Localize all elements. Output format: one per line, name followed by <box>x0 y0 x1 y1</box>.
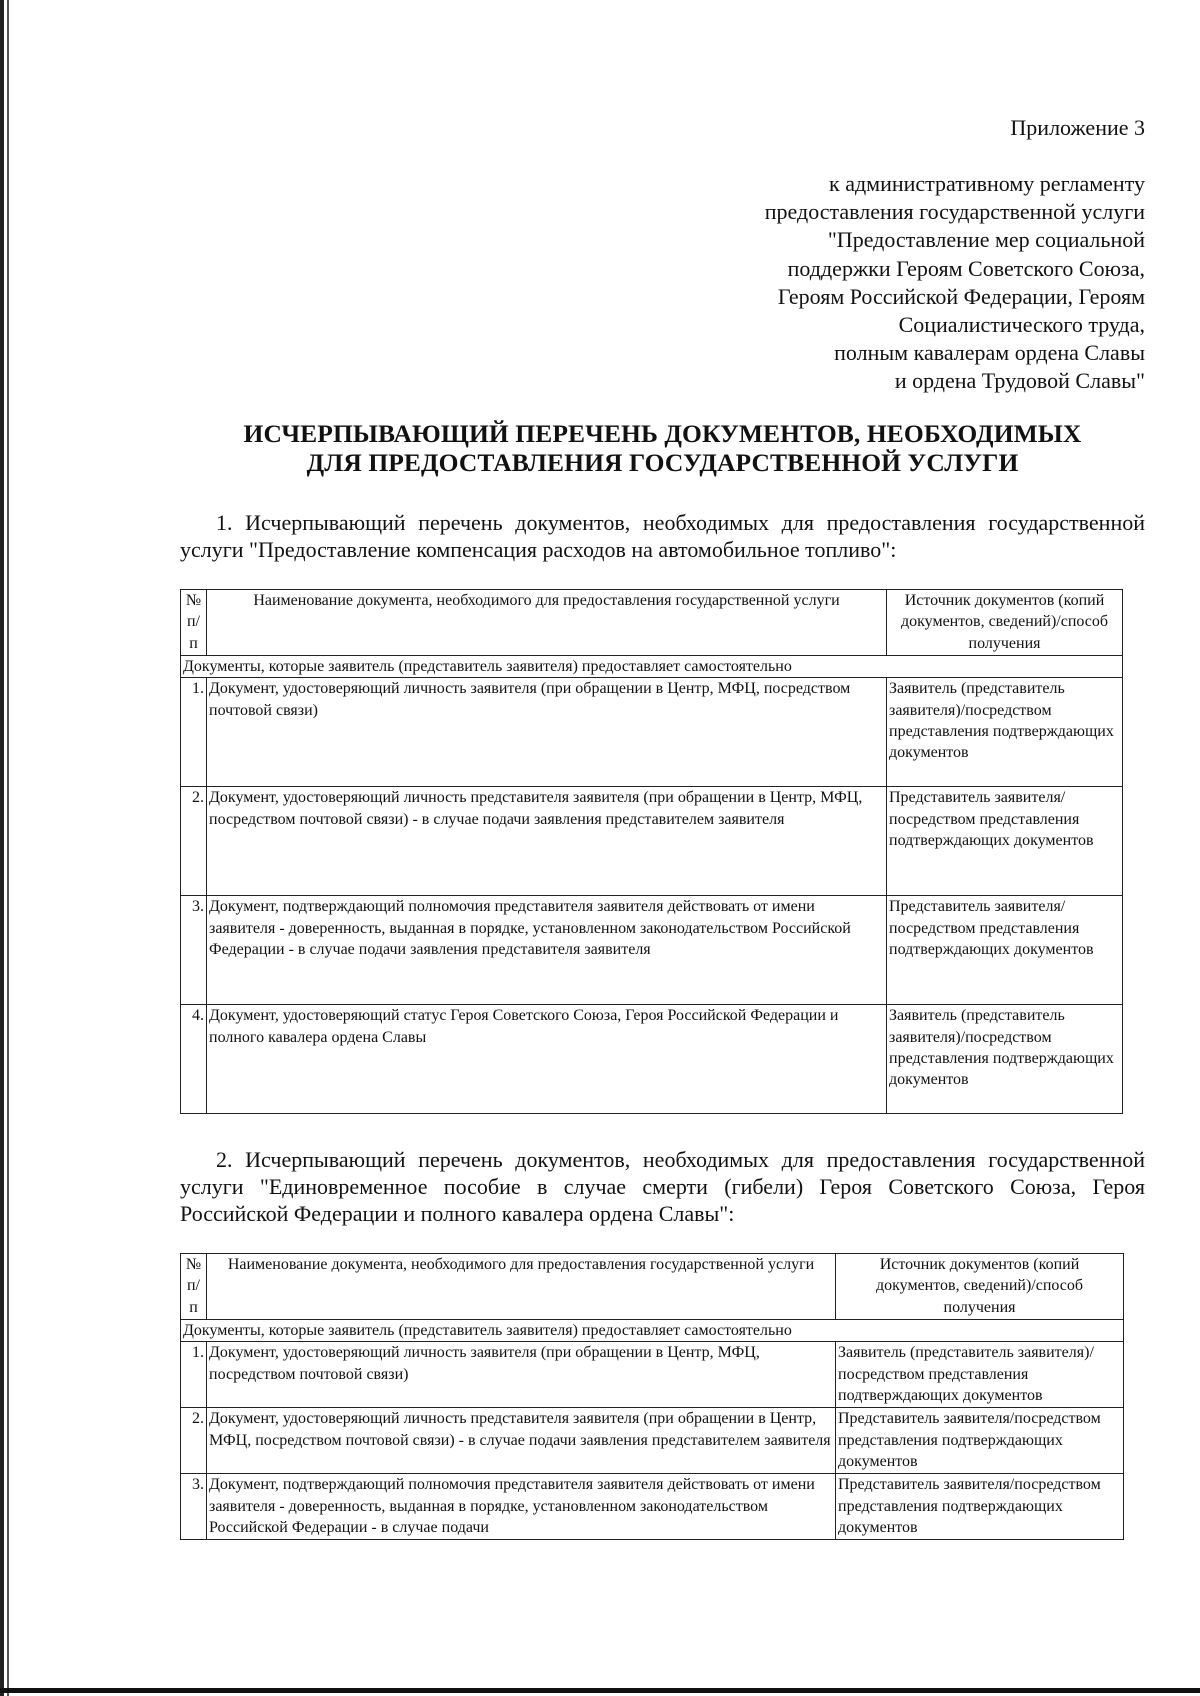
row-source: Представитель заявителя/посредством представления подтверждающих документов <box>836 1474 1124 1540</box>
regulation-reference <box>585 170 1145 396</box>
table-section-row <box>181 1320 1124 1342</box>
section-row-label: Документы, которые заявитель (представитель заявителя) предоставляет самостоятельно <box>181 656 1123 678</box>
regulation-ref-line: Героям Российской Федерации, Героям <box>777 283 1145 309</box>
table-row <box>181 896 1123 1005</box>
row-document-name: Документ, подтверждающий полномочия представителя заявителя действовать от имени заявителя - доверенность, выданная в порядке, установленном законодательством Российской Федерации - в случае подачи <box>207 1474 836 1540</box>
row-source: Представитель заявителя/посредством представления подтверждающих документов <box>887 787 1123 896</box>
header-document-name: Наименование документа, необходимого для предоставления государственной услуги <box>207 1254 836 1320</box>
regulation-ref-line: Социалистического труда, <box>898 312 1145 338</box>
section-row-label: Документы, которые заявитель (представитель заявителя) предоставляет самостоятельно <box>181 1320 1124 1342</box>
row-num: 2. <box>181 787 207 896</box>
header-num: № п/п <box>181 590 207 656</box>
scan-edge-left-inner <box>7 0 9 1696</box>
table-header-row <box>181 590 1123 656</box>
documents-table-1 <box>180 589 1123 1114</box>
table-row <box>181 1408 1124 1474</box>
scan-edge-left <box>0 0 4 1696</box>
section-1-intro: 1. Исчерпывающий перечень документов, необходимых для предоставления государственной услуги "Предоставление компенсация расходов на автомобильное топливо": <box>180 510 1145 562</box>
table-row <box>181 1005 1123 1114</box>
row-source: Представитель заявителя/посредством представления подтверждающих документов <box>836 1408 1124 1474</box>
header-source: Источник документов (копий документов, сведений)/способ получения <box>836 1254 1124 1320</box>
regulation-ref-line: предоставления государственной услуги <box>764 199 1145 225</box>
title-line: ДЛЯ ПРЕДОСТАВЛЕНИЯ ГОСУДАРСТВЕННОЙ УСЛУГИ <box>306 448 1019 477</box>
row-num: 1. <box>181 1342 207 1408</box>
row-document-name: Документ, удостоверяющий статус Героя Советского Союза, Героя Российской Федерации и полного кавалера ордена Славы <box>207 1005 887 1114</box>
header-source: Источник документов (копий документов, сведений)/способ получения <box>887 590 1123 656</box>
row-document-name: Документ, удостоверяющий личность заявителя (при обращении в Центр, МФЦ, посредством почтовой связи) <box>207 678 887 787</box>
row-num: 2. <box>181 1408 207 1474</box>
regulation-ref-line: поддержки Героям Советского Союза, <box>787 255 1145 281</box>
row-document-name: Документ, удостоверяющий личность заявителя (при обращении в Центр, МФЦ, посредством почтовой связи) <box>207 1342 836 1408</box>
regulation-ref-line: "Предоставление мер социальной <box>827 227 1145 253</box>
row-source: Заявитель (представитель заявителя)/посредством представления подтверждающих документов <box>887 1005 1123 1114</box>
title-line: ИСЧЕРПЫВАЮЩИЙ ПЕРЕЧЕНЬ ДОКУМЕНТОВ, НЕОБХОДИМЫХ <box>243 419 1082 448</box>
row-document-name: Документ, удостоверяющий личность представителя заявителя (при обращении в Центр, МФЦ, посредством почтовой связи) - в случае подачи заявления представителем заявителя <box>207 1408 836 1474</box>
section-2-intro: 2. Исчерпывающий перечень документов, необходимых для предоставления государственной услуги "Единовременное пособие в случае смерти (гибели) Героя Советского Союза, Героя Российской Федерации и полного кавалера ордена Славы": <box>180 1147 1145 1226</box>
row-source: Заявитель (представитель заявителя)/посредством представления подтверждающих документов <box>887 678 1123 787</box>
regulation-ref-line: и ордена Трудовой Славы" <box>894 368 1145 394</box>
row-source: Представитель заявителя/посредством представления подтверждающих документов <box>887 896 1123 1005</box>
row-num: 1. <box>181 678 207 787</box>
table-row <box>181 1474 1124 1540</box>
scan-edge-bottom <box>0 1688 1200 1693</box>
row-num: 3. <box>181 1474 207 1540</box>
row-num: 3. <box>181 896 207 1005</box>
header-num: № п/п <box>181 1254 207 1320</box>
table-row <box>181 787 1123 896</box>
row-num: 4. <box>181 1005 207 1114</box>
row-document-name: Документ, подтверждающий полномочия представителя заявителя действовать от имени заявителя - доверенность, выданная в порядке, установленном законодательством Российской Федерации - в случае подачи заявления представителя заявителя <box>207 896 887 1005</box>
document-title <box>180 419 1145 477</box>
table-row <box>181 1342 1124 1408</box>
regulation-ref-line: к административному регламенту <box>829 171 1145 196</box>
documents-table-2 <box>180 1253 1124 1540</box>
table-header-row <box>181 1254 1124 1320</box>
table-section-row <box>181 656 1123 678</box>
table-row <box>181 678 1123 787</box>
header-document-name: Наименование документа, необходимого для предоставления государственной услуги <box>207 590 887 656</box>
row-document-name: Документ, удостоверяющий личность представителя заявителя (при обращении в Центр, МФЦ, посредством почтовой связи) - в случае подачи заявления представителем заявителя <box>207 787 887 896</box>
appendix-label: Приложение 3 <box>1010 115 1145 140</box>
row-source: Заявитель (представитель заявителя)/посредством представления подтверждающих документов <box>836 1342 1124 1408</box>
regulation-ref-line: полным кавалерам ордена Славы <box>834 340 1145 366</box>
